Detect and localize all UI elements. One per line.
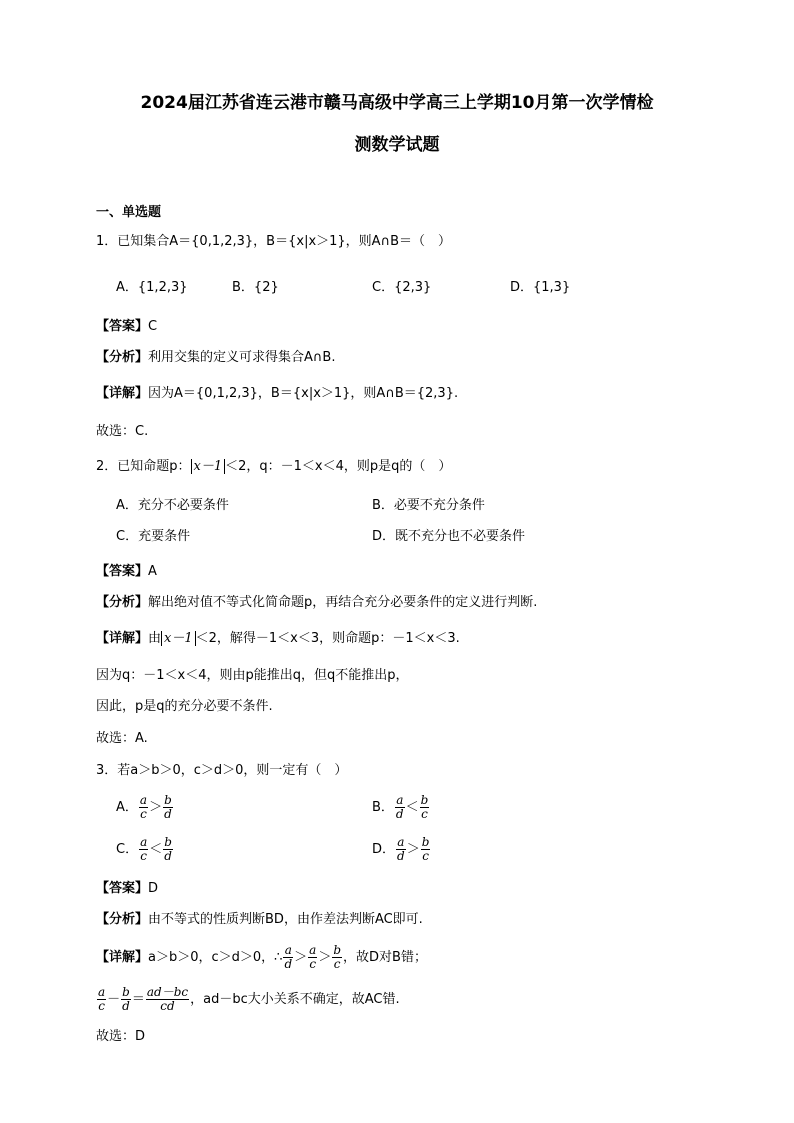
q3-option-a: A． $\frac{a}{c}$ ＞ $\frac{b}{d}$ [116,793,172,821]
q3-option-c: C． $\frac{a}{c}$ ＜ $\frac{b}{d}$ [116,835,172,863]
q3-choose: 故选：D [96,1029,146,1044]
fraction: $\frac{ad-bc}{cd}$ [146,985,189,1013]
q3-analysis: 【分析】由不等式的性质判断BD，由作差法判断AC即可. [96,912,423,927]
q1-option-c: C．{2,3} [372,280,432,295]
answer-value: C [148,319,158,334]
abs-expression: x－1 [161,631,196,646]
detail-tag: 【详解】 [96,386,149,401]
answer-tag: 【答案】 [96,319,149,334]
q1-answer [96,318,157,336]
fraction: $\frac{a}{c}$ [139,793,148,821]
q2-stem: 2．已知命题p： x－1 ＜2，q：－1＜x＜4，则p是q的（ ） [96,459,452,474]
q3-detail-line2: $\frac{a}{c}$ － $\frac{b}{d}$ ＝ $\frac{ad-bc}{cd}$ ，ad－bc大小关系不确定，故AC错. [98,985,400,1013]
q1-analysis [96,349,335,367]
q3-stem: 3．若a＞b＞0，c＞d＞0，则一定有（ ） [96,763,348,778]
fraction: $\frac{a}{d}$ [397,835,405,863]
abs-expression: x－1 [191,459,226,474]
q2-option-c: C．充要条件 [116,529,191,544]
fraction: $\frac{a}{c}$ [98,985,106,1013]
q3-option-d: D． $\frac{a}{d}$ ＞ $\frac{b}{c}$ [372,835,430,863]
q2-analysis: 【分析】解出绝对值不等式化简命题p，再结合充分必要条件的定义进行判断. [96,595,538,610]
q1-detail [96,385,458,403]
q2-option-b: B．必要不充分条件 [372,498,485,513]
fraction: $\frac{b}{d}$ [164,835,172,863]
q1-option-a: A．{1,2,3} [116,280,188,295]
q2-option-d: D．既不充分也不必要条件 [372,529,526,544]
detail-text: 因为A＝{0,1,2,3}，B＝{x|x＞1}，则A∩B＝{2,3}. [148,386,459,401]
fraction: $\frac{b}{d}$ [122,985,130,1013]
q3-answer: 【答案】D [96,881,159,896]
fraction: $\frac{a}{c}$ [309,943,317,971]
fraction: $\frac{b}{c}$ [333,943,342,971]
fraction: $\frac{b}{d}$ [164,793,172,821]
fraction: $\frac{b}{c}$ [420,793,429,821]
q2-choose: 故选：A. [96,731,148,746]
analysis-tag: 【分析】 [96,350,149,365]
fraction: $\frac{b}{c}$ [421,835,430,863]
section-heading: 一、单选题 [96,205,162,220]
q2-detail: 【详解】由 x－1 ＜2，解得－1＜x＜3，则命题p：－1＜x＜3. [96,631,460,646]
q1-stem: 1．已知集合A＝{0,1,2,3}，B＝{x|x＞1}，则A∩B＝（ ） [96,234,452,249]
q2-option-a: A．充分不必要条件 [116,498,229,513]
fraction: $\frac{a}{d}$ [284,943,293,971]
q3-option-b: B． $\frac{a}{d}$ ＜ $\frac{b}{c}$ [372,793,429,821]
q3-detail: 【详解】a＞b＞0，c＞d＞0，∴ $\frac{a}{d}$ ＞ $\frac{a}{c}$ ＞ $\frac{b}{c}$ ，故D对B错； [96,943,427,971]
analysis-text: 利用交集的定义可求得集合A∩B. [148,350,336,365]
q2-detail-line3: 因此，p是q的充分必要不条件. [96,699,273,714]
doc-title-line2: 测数学试题 [354,135,440,155]
q2-detail-line2: 因为q：－1＜x＜4，则由p能推出q，但q不能推出p， [96,668,409,683]
fraction: $\frac{a}{c}$ [140,835,148,863]
q2-answer: 【答案】A [96,564,157,579]
q1-choose: 故选：C. [96,424,149,439]
fraction: $\frac{a}{d}$ [395,793,404,821]
doc-title-line1: 2024届江苏省连云港市赣马高级中学高三上学期10月第一次学情检 [140,93,654,113]
q1-option-d: D．{1,3} [510,280,571,295]
q1-option-b: B．{2} [232,280,279,295]
